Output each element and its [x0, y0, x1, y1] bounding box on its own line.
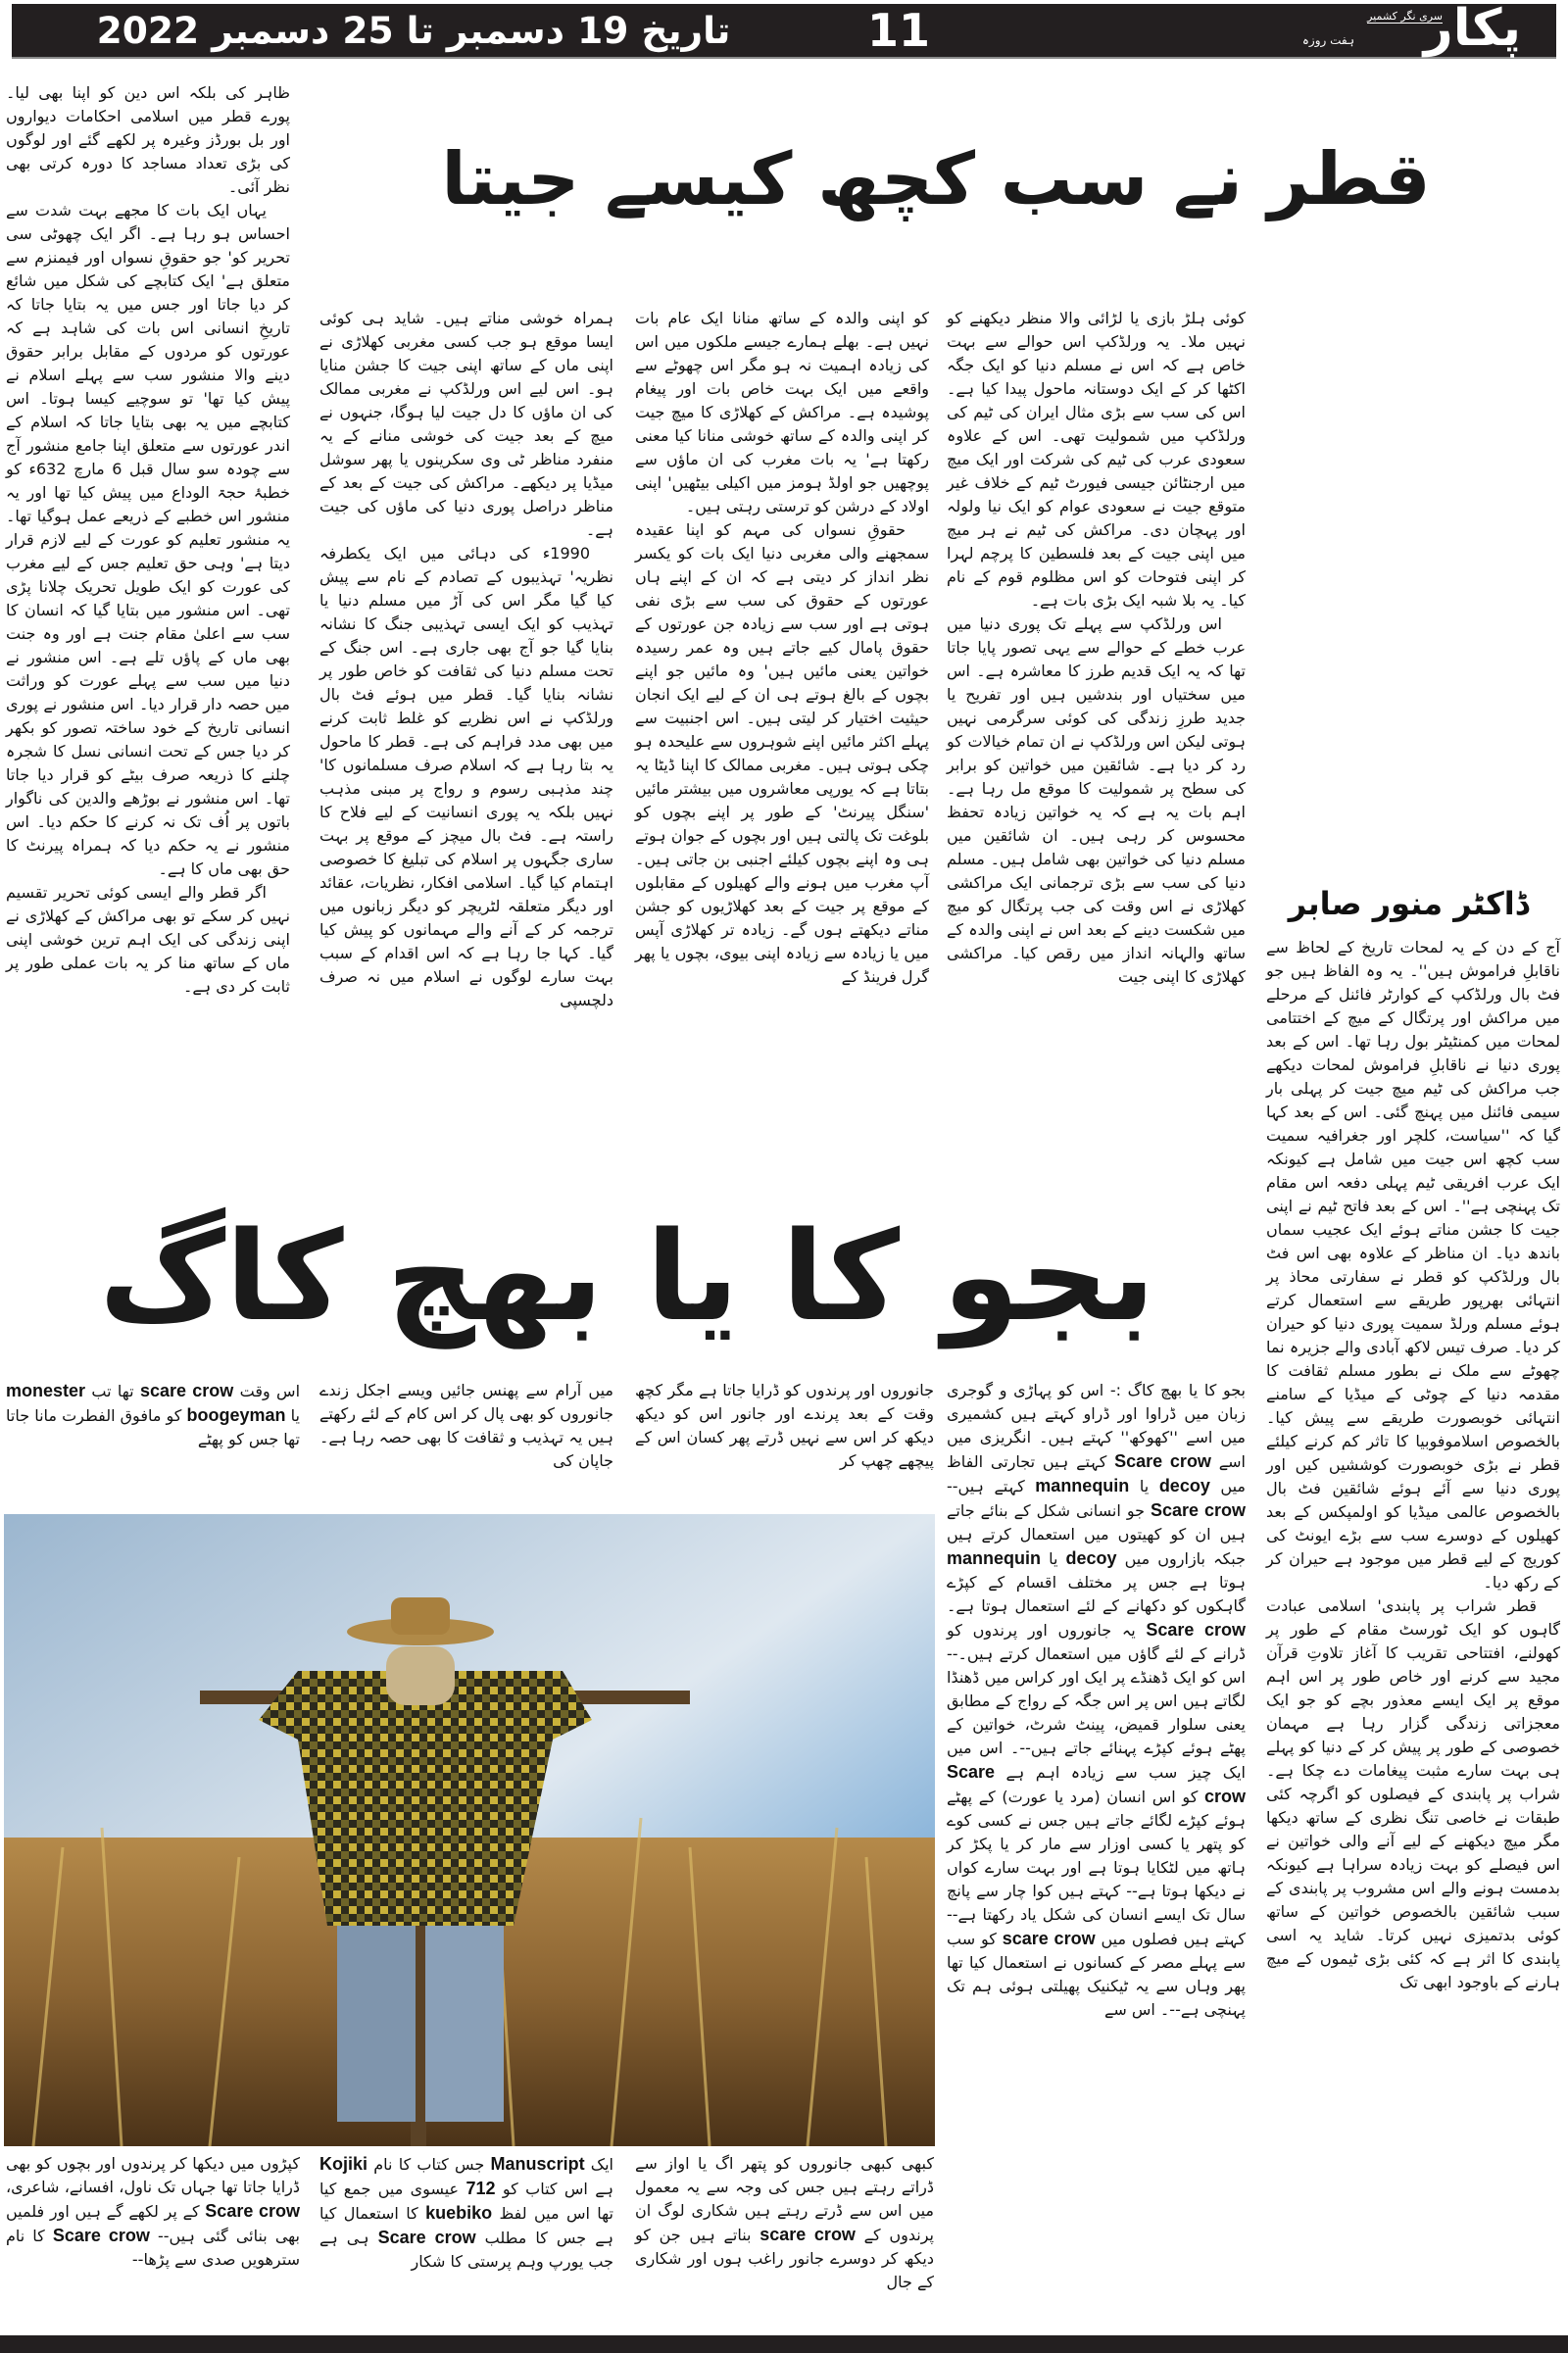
- english-term: decoy: [1158, 1476, 1210, 1495]
- text-segment: عیسوی میں جمع کیا تھا اس میں لفظ: [319, 2180, 614, 2223]
- text-segment: کو اس انسان (مرد یا عورت) کے پھٹے ہوئے کپڑے لگائے جاتے ہیں جس نے کسی کوے کو پتھر یا کسی اوزار سے مار کر یا پکڑ کر ہاتھ میں لٹکایا ہوتا ہے اور بہت سارے کواں نے دیکھا ہوتا ہے-- کہتے ہیں کوا چار سے پانچ سال تک ایسے انسان کی شکل یاد رکھتا ہے-- کہتے ہیں فصلوں میں: [947, 1788, 1247, 1948]
- english-term: Scare crow: [205, 2201, 300, 2221]
- text-segment: یا: [1041, 1549, 1066, 1568]
- scarecrow-bottom-column-3: [635, 2152, 934, 2294]
- text-segment: یا: [1129, 1477, 1159, 1495]
- text-segment: کو سب سے پہلے مصر کے کسانوں نے استعمال کیا تھا پھر وہاں سے یہ ٹیکنیک پھیلتی ہوئی ہم تک پہنچی ہے--۔ اس سے: [947, 1930, 1246, 2019]
- article-column-4: [947, 307, 1246, 989]
- paragraph: ظاہر کی بلکہ اس دین کو اپنا بھی لیا۔ پورے قطر میں اسلامی احکامات دیواروں اور بل بورڈز وغیرہ پر لکھے گئے اور لوگوں کی بڑی تعداد مساجد کا دورہ کرتی بھی نظر آئی۔: [6, 83, 290, 196]
- text-segment: یہ جانوروں اور پرندوں کو ڈرانے کے لئے گاؤں میں استعمال کرتے ہیں۔-- اس کو ایک ڈھنڈے پر ایک اور کراس میں ڈھنڈا لگاتے ہیں اس پر اس جگہ کے رواج کے مطابق یعنی سلوار قمیض، پینٹ شرٹ، خواتین کے پھٹے ہوئے کپڑے پہنائے جاتے ہیں--۔ اس میں ایک چیز سب سے زیادہ اہم ہے: [947, 1621, 1246, 1782]
- english-term: monester: [6, 1381, 86, 1400]
- masthead: [12, 0, 1556, 59]
- issue-date: تاریخ 19 دسمبر تا 25 دسمبر 2022: [96, 9, 731, 52]
- text-segment: کا استعمال کیا ہے جس کا مطلب: [319, 2204, 613, 2247]
- english-term: mannequin: [1035, 1476, 1130, 1495]
- text-segment: تھا تب: [85, 1382, 140, 1400]
- english-term: Kojiki: [319, 2154, 368, 2174]
- paragraph: [947, 1379, 1246, 2022]
- english-term: Scare crow: [947, 1762, 1246, 1806]
- scarecrow-bottom-column-2: [319, 2152, 613, 2274]
- author-byline: ڈاکٹر منور صابر: [1288, 885, 1529, 922]
- text-segment: کپڑوں میں دیکھا کر پرندوں اور بچوں کو بھی ڈرایا جاتا تھا جہاں تک ناول، افسانے، شاعری،: [6, 2154, 300, 2196]
- english-term: scare crow: [760, 2225, 856, 2244]
- paragraph: [635, 2152, 934, 2294]
- text-segment: کہتے ہیں تجارتی الفاظ میں: [947, 1452, 1247, 1495]
- paragraph: [6, 2152, 300, 2272]
- logo-subtitle-weekly: ہفت روزہ: [1301, 33, 1354, 47]
- english-term: boogeyman: [186, 1405, 286, 1425]
- text-segment: ہوتا ہے جس پر مختلف اقسام کے کپڑے گاہکوں کو دکھانے کے لئے استعمال ہوتا ہے۔: [947, 1573, 1246, 1615]
- english-term: Scare crow: [52, 2226, 150, 2245]
- article-column-3: [635, 307, 929, 989]
- english-term: Scare crow: [1114, 1451, 1211, 1471]
- paragraph: کو اپنی والدہ کے ساتھ منانا ایک عام بات نہیں ہے۔ بھلے ہمارے جیسے ملکوں میں اس کی زیادہ اہمیت نہ ہو مگر اس چھوٹے سے واقعے میں ایک بہت خاص بات اور پیغام پوشیدہ ہے۔ مراکش کے کھلاڑی کا میچ جیت کر اپنی والدہ کے ساتھ خوشی منانا کیا معنی رکھتا ہے' یہ بات مغرب کی ان ماؤں سے پوچھیں جو اولڈ ہومز میں اکیلی بیٹھیں' اپنی اولاد کے درشن کو ترستی رہتی ہیں۔: [635, 309, 929, 515]
- english-term: scare crow: [139, 1381, 234, 1400]
- english-term: scare crow: [1002, 1929, 1096, 1948]
- logo-name: پکار: [1423, 0, 1521, 58]
- article-headline: قطر نے سب کچھ کیسے جیتا: [441, 138, 1431, 221]
- english-term: kuebiko: [425, 2203, 493, 2223]
- english-term: mannequin: [947, 1548, 1042, 1568]
- english-term: decoy: [1065, 1548, 1117, 1568]
- text-segment: بناتے ہیں جن کو دیکھ کر دوسرے جانور راغب ہوں اور شکاری کے جال: [635, 2226, 934, 2291]
- logo-subtitle-city: سری نگر کشمیر: [1367, 10, 1443, 23]
- text-segment: ایک: [584, 2155, 614, 2174]
- article-column-1: [6, 81, 290, 999]
- paragraph: قطر شراب پر پابندی' اسلامی عبادت گاہوں کو ایک ٹورسٹ مقام کے طور پر کھولنے، افتتاحی تقریب کا آغاز تلاوتِ قرآن مجید سے کرنے اور خاص طور پر اس اہم موقع پر ایک ایسے معذور بچے کو جو ایک معجزاتی زندگی گزار رہا ہے مہمان خصوصی کے طور پر پیش کر کے دنیا کو پہلے ہی بہت سارے مثبت پیغامات دے چکا ہے۔ شراب پر پابندی کے فیصلوں کو اگرچہ کئی طبقات نے خاصی تنگ نظری کے ساتھ دیکھا مگر میچ دیکھنے کے لیے آنے والی خواتین نے اس فیصلے کو بہت زیادہ سراہا ہے کیونکہ بدمست ہونے والے اس مشروب پر پابندی کے سبب شائقین بالخصوص خواتین کے ساتھ کوئی بدتمیزی نہیں کرتا۔ شاید یہ اسی پابندی کا اثر ہے کہ کئی بڑی ٹیموں کے میچ ہارنے کے باوجود ابھی تک: [1266, 1596, 1560, 1991]
- english-term: Scare crow: [1146, 1620, 1246, 1640]
- article-column-2: [319, 307, 613, 1012]
- scarecrow-headline: بجو کا یا بھچ کاگ: [99, 1204, 1155, 1348]
- english-term: Scare crow: [1151, 1500, 1246, 1520]
- paragraph: کوئی ہلڑ بازی یا لڑائی والا منظر دیکھنے کو نہیں ملا۔ یہ ورلڈکپ اس حوالے سے بہت خاص ہے کہ اس نے مسلم دنیا کو ایک جگہ اکٹھا کر کے ایک دوستانہ ماحول پیدا کیا ہے۔ اس کی سب سے بڑی مثال ایران کی ٹیم کی ورلڈکپ میں شمولیت تھی۔ اس کے علاوہ سعودی عرب کی ٹیم کی شرکت اور ایک میچ میں ارجنٹائن جیسی فیورٹ ٹیم کے خلاف غیر متوقع جیت نے سعودی عوام کو ایک نیا ولولہ اور پہچان دی۔ مراکش کی ٹیم نے ہر میچ میں اپنی جیت کے بعد فلسطین کا پرچم لہرا کر اپنی فتوحات کو اس مظلوم قوم کے نام کیا۔ یہ بلا شبہ ایک بڑی بات ہے۔: [947, 309, 1246, 610]
- footer-bar: [0, 2335, 1568, 2353]
- page-number: 11: [866, 4, 930, 57]
- paragraph: حقوقِ نسواں کی مہم کو اپنا عقیدہ سمجھنے والی مغربی دنیا ایک بات کو یکسر نظر انداز کر دیتی ہے کہ ان کے اپنے ہاں عورتوں کے حقوق کی سب سے بڑی نفی ہوتی ہے اور سب سے زیادہ جن عورتوں کے حقوق پامال کیے جاتے ہیں وہ عمر رسیدہ خواتین یعنی مائیں ہیں' وہ مائیں جو اپنے بچوں کے بالغ ہوتے ہی ان کے لیے ایک انجان حیثیت اختیار کر لیتی ہیں۔ اس اجنبیت سے پہلے اکثر مائیں اپنے شوہروں سے علیحدہ ہو چکی ہوتی ہیں۔ مغربی ممالک کا اپنا ڈیٹا یہ بتاتا ہے کہ یورپی معاشروں میں بیشتر مائیں 'سنگل پیرنٹ' کے طور پر اپنے بچوں کو بلوغت تک پالتی ہیں اور بچوں کے جوان ہوتے ہی وہ اپنے بچوں کیلئے اجنبی بن جاتی ہیں۔ آپ مغرب میں ہونے والے کھیلوں کے مقابلوں کے موقع پر جیت کے بعد کھلاڑیوں کو جشن مناتے دیکھتے ہوں گے۔ زیادہ تر کھلاڑی آپس میں یا زیادہ سے زیادہ اپنی بیوی، بچوں یا پھر گرل فرینڈ کے: [635, 520, 929, 986]
- scarecrow-top-column-2: [319, 1379, 613, 1473]
- text-segment: ہی ہے جب یورپ وہم پرستی کا شکار: [319, 2229, 613, 2271]
- scarecrow-top-column-1: [6, 1379, 300, 1451]
- scarecrow-top-column-3: [635, 1379, 934, 1473]
- text-segment: ہے اس کتاب کو: [495, 2180, 613, 2198]
- paragraph: [319, 1379, 613, 1473]
- text-segment: کبھی کبھی جانوروں کو پتھر اگ یا اواز سے ڈراتے رہتے ہیں جس کی وجہ سے یہ معمول میں اس سے ڈرتے رہتے ہیں شکاری لوگ ان پرندوں کے: [635, 2154, 934, 2244]
- paragraph: آج کے دن کے یہ لمحات تاریخ کے لحاظ سے ناقابلِ فراموش ہیں''۔ یہ وہ الفاظ ہیں جو فٹ بال ورلڈکپ کے کوارٹر فائنل کے مرحلے میں مراکش اور پرتگال کے میچ کے اختتامی لمحات میں کمنٹیٹر بول رہا تھا۔ اس کے بعد پوری دنیا نے ناقابلِ فراموش لمحات دیکھے جب مراکش کی ٹیم میچ جیت کر پہلی بار سیمی فائنل میں پہنچ گئی۔ اس کے بعد کہا گیا کہ ''سیاست، کلچر اور جغرافیہ سمیت سب کچھ اس جیت میں شامل ہے کیونکہ ایک عرب افریقی ٹیم پہلی دفعہ اس مقام تک پہنچی ہے''۔ اس کے بعد فاتح ٹیم نے اپنی جیت کا جشن مناتے ہوئے ایک عجیب سماں باندھ دیا۔ ان مناظر کے علاوہ بھی اس فٹ بال ورلڈکپ کو قطر نے سفارتی محاذ پر انتہائی بھرپور طریقے سے استعمال کرتے ہوئے مسلم ورلڈ سمیت پوری دنیا کو حیران کر دیا۔ صرف تیس لاکھ آبادی والے جزیرہ نما چھوٹے سے ملک نے بطور مسلم ثقافت کا مقدمہ دنیا کے چوٹی کے میڈیا کے سامنے انتہائی خوبصورت طریقے سے پیش کیا۔ بالخصوص اسلاموفوبیا کا تاثر کم کرنے کیلئے قطر نے بڑی خوبصورت کوششیں کیں اور پوری دنیا سے آئے ہوئے شائقین فٹ بال بالخصوص عالمی میڈیا کو اولمپکس کے بعد کھیلوں کے دوسرے سب سے بڑے ایونٹ کی کوریج کے لیے قطر میں موجود ہے حیران کر کے رکھ دیا۔: [1266, 938, 1560, 1592]
- paragraph: [319, 2152, 613, 2274]
- paragraph: یہاں ایک بات کا مجھے بہت شدت سے احساس ہو رہا ہے۔ اگر ایک چھوٹی سی تحریر کو' جو حقوقِ نسواں اور فیمنزم سے متعلق ہے' ایک کتابچے کی شکل میں شائع کر دیا جاتا اور جس میں یہ بتایا جاتا کہ تاریخِ انسانی اس بات کی شاہد ہے کہ عورتوں کو مردوں کے مقابل برابر حقوق دینے والا منشور سب سے پہلے اسلام نے پیش کیا تھا' تو سوچیے کیسا ہوتا۔ اس کتابچے میں یہ بھی بتایا جاتا کہ اسلام کے اندر عورتوں سے متعلق اپنا جامع منشور آج سے چودہ سو سال قبل 6 مارچ 632ء کو خطبۂ حجۃ الوداع میں پیش کیا تھا اور یہ منشور اس خطبے کے ذریعے عمل ہوگیا تھا۔ یہ منشور تعلیم کو عورت کے لیے لازم قرار دیتا ہے' وہی حق تعلیم جس کے لیے مغرب کی عورت کو ایک طویل تحریک چلانا پڑی تھی۔ اس منشور میں بتایا گیا کہ انسان کا سب سے اعلیٰ مقام جنت ہے اور وہ جنت بھی ماں کے پاؤں تلے ہے۔ اس منشور نے دنیا میں سب سے پہلے عورت کو وراثت میں حصہ دار قرار دیا۔ اس منشور نے پوری انسانی تاریخ کے خود ساختہ تصور کو بکھر کر دیا جس کے تحت انسانی نسل کا شجرہ چلنے کا ذریعہ صرف بیٹے کو قرار دیا جاتا تھا۔ اس منشور نے بوڑھے والدین کی ناگوار باتوں پر اُف تک نہ کرنے کا حکم دیا۔ اس منشور نے یہ حکم دیا کہ ہمراہ پیرنٹ کا حق بھی ماں کا ہے۔: [6, 201, 290, 878]
- text-segment: جانوروں اور پرندوں کو ڈرایا جاتا ہے مگر کچھ وقت کے بعد پرندے اور جانور اس کو دیکھ دیکھ کر اس سے نہیں ڈرتے پھر کسان اس کے پیچھے چھپ کر: [635, 1381, 934, 1470]
- paragraph: اگر قطر والے ایسی کوئی تحریر تقسیم نہیں کر سکے تو بھی مراکش کے کھلاڑی نے اپنی زندگی کی ایک اہم ترین خوشی اپنی ماں کے ساتھ منا کر یہ بات عملی طور پر ثابت کر دی ہے۔: [6, 883, 290, 996]
- text-segment: کا نام سترھویں صدی سے پڑھا--: [6, 2227, 300, 2269]
- article-column-5: [1266, 936, 1560, 1994]
- paragraph: [635, 1379, 934, 1473]
- text-segment: بجو کا یا بھچ کاگ :- اس کو پہاڑی و گوجری زبان میں ڈراوا اور ڈراو کہتے ہیں کشمیری میں اسے ''کھوکھ'' کہتے ہیں۔ انگریزی میں اسے: [947, 1381, 1246, 1471]
- scarecrow-main-column: [947, 1379, 1246, 2022]
- english-term: 712: [466, 2179, 496, 2198]
- paragraph: اس ورلڈکپ سے پہلے تک پوری دنیا میں عرب خطے کے حوالے سے یہی تصور پایا جاتا تھا کہ یہ ایک قدیم طرز کا معاشرہ ہے۔ اس میں سختیاں اور بندشیں ہیں اور تفریح یا جدید طرزِ زندگی کی کوئی سرگرمی نہیں ہوتی لیکن اس ورلڈکپ نے ان تمام خیالات کو رد کر دیا ہے۔ شائقین میں خواتین کو برابر کی سطح پر شمولیت کا موقع مل رہا ہے۔ اہم بات یہ ہے کہ یہ خواتین زیادہ تحفظ محسوس کر رہی ہیں۔ ان شائقین میں مسلم دنیا کی خواتین بھی شامل ہیں۔ مسلم دنیا کی سب سے بڑی ترجمانی ایک مراکشی کھلاڑی نے اس وقت کی جب پرتگال کو میچ میں شکست دینے کے بعد اس نے اپنی والدہ کے ساتھ والہانہ انداز میں رقص کیا۔ مراکشی کھلاڑی کا اپنی جیت: [947, 614, 1246, 986]
- scarecrow-bottom-column-1: [6, 2152, 300, 2272]
- scarecrow-in-cornfield-image: [4, 1514, 935, 2146]
- english-term: Manuscript: [490, 2154, 585, 2174]
- paragraph: ہمراہ خوشی مناتے ہیں۔ شاید ہی کوئی ایسا موقع ہو جب کسی مغربی کھلاڑی نے اپنی ماں کے ساتھ اپنی جیت کا جشن منایا ہو۔ اس لیے اس ورلڈکپ نے مغربی ممالک کی ان ماؤں کا دل جیت لیا ہوگا، جنہوں نے میچ کے بعد جیت کی خوشی منانے کے یہ منفرد مناظر ٹی وی سکرینوں یا پھر سوشل میڈیا پر دیکھے۔ مراکش کی جیت کے بعد کے مناظر دراصل پوری دنیا کی ماؤں کی جیت ہے۔: [319, 309, 613, 539]
- text-segment: میں آرام سے پھنس جائیں ویسے اجکل زندے جانوروں کو بھی پال کر اس کام کے لئے رکھتے ہیں یہ تہذیب و ثقافت کا بھی حصہ رہا ہے۔ جاپان کی: [319, 1381, 613, 1470]
- text-segment: کہتے ہیں--: [947, 1477, 1036, 1495]
- text-segment: کے پر لکھے گے ہیں اور فلمیں بھی بنائی گئی ہیں--: [6, 2202, 300, 2245]
- text-segment: کو مافوق الفطرت مانا جاتا تھا جس کو پھٹے: [6, 1406, 300, 1448]
- text-segment: جو انسانی شکل کے بنائے جاتے ہیں ان کو کھیتوں میں استعمال کرتے ہیں جبکہ بازاروں میں: [947, 1501, 1247, 1568]
- english-term: Scare crow: [377, 2228, 476, 2247]
- text-segment: اس وقت: [233, 1382, 301, 1400]
- newspaper-logo: [1227, 0, 1550, 58]
- paragraph: [6, 1379, 300, 1451]
- text-segment: جس کتاب کا نام: [368, 2155, 491, 2174]
- paragraph: 1990ء کی دہائی میں ایک یکطرفہ نظریہ' تہذیبوں کے تصادم کے نام سے پیش کیا گیا مگر اس کی آڑ میں مسلم دنیا یا تہذیب کو ایک ایسی تہذیبی جنگ کا نشانہ بنایا گیا جو آج بھی جاری ہے۔ اس جنگ کے تحت مسلم دنیا کی ثقافت کو خاص طور پر نشانہ بنایا گیا۔ قطر میں ہوئے فٹ بال ورلڈکپ نے اس نظریے کو غلط ثابت کرنے میں بھی مدد فراہم کی ہے۔ قطر کا ماحول یہ بتا رہا ہے کہ اسلام صرف مسلمانوں کا' چند مذہبی رسوم و رواج پر مبنی مذہب نہیں بلکہ یہ پوری انسانیت کے لیے فلاح کا راستہ ہے۔ فٹ بال میچز کے موقع پر بہت ساری جگہوں پر اسلام کی تبلیغ کا خصوصی اہتمام کیا گیا۔ اسلامی افکار، نظریات، عقائد اور دیگر متعلقہ لٹریچر کو دیگر زبانوں میں ترجمہ کر کے آنے والے مہمانوں کو پیش کیا گیا۔ کہا جا رہا ہے کہ اس اقدام کے سبب بہت سارے لوگوں نے اسلام میں نہ صرف دلچسپی: [319, 544, 613, 1009]
- text-segment: یا: [285, 1406, 300, 1425]
- scarecrow-photo: [4, 1514, 935, 2146]
